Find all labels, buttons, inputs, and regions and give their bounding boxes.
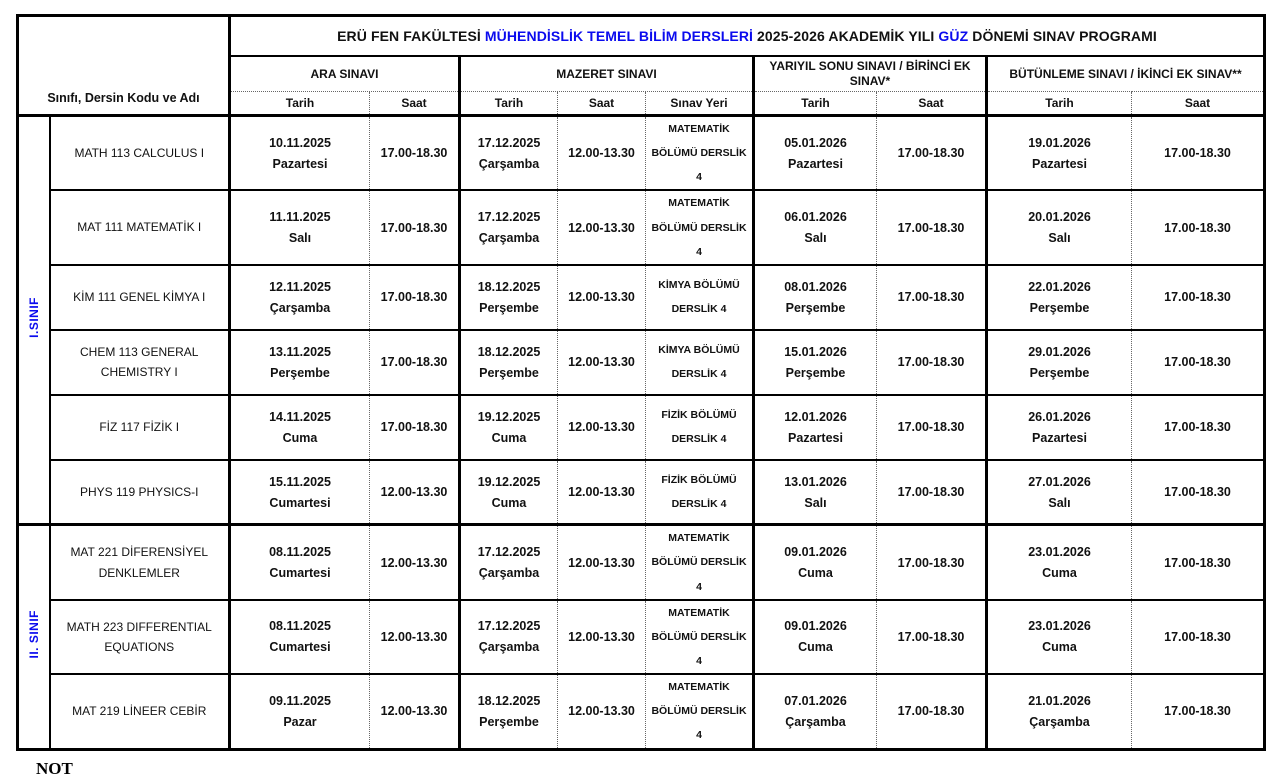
exam-date: 29.01.2026 bbox=[1028, 344, 1091, 359]
mazeret-exam-place: MATEMATİK BÖLÜMÜ DERSLİK 4 bbox=[646, 190, 754, 264]
exam-date-cell bbox=[987, 190, 1132, 264]
exam-day: Perşembe bbox=[1029, 300, 1090, 315]
exam-day: Cuma bbox=[282, 430, 318, 445]
butunleme-exam-time: 17.00-18.30 bbox=[1132, 600, 1265, 674]
col-header-mazeret-tarih: Tarih bbox=[460, 92, 558, 116]
exam-date-cell bbox=[230, 395, 370, 460]
butunleme-exam-time: 17.00-18.30 bbox=[1132, 190, 1265, 264]
mazeret-exam-time: 12.00-13.30 bbox=[558, 395, 646, 460]
exam-date-cell bbox=[230, 330, 370, 395]
col-header-butunleme-tarih: Tarih bbox=[987, 92, 1132, 116]
exam-date-cell bbox=[230, 265, 370, 330]
exam-date-cell bbox=[230, 600, 370, 674]
exam-date: 12.01.2026 bbox=[784, 409, 847, 424]
exam-date: 10.11.2025 bbox=[269, 135, 331, 150]
table-row bbox=[18, 190, 1265, 264]
col-header-yariyil-tarih: Tarih bbox=[754, 92, 877, 116]
exam-date: 17.12.2025 bbox=[477, 210, 541, 225]
exam-date-cell bbox=[230, 190, 370, 264]
mazeret-exam-place: KİMYA BÖLÜMÜ DERSLİK 4 bbox=[646, 265, 754, 330]
exam-day: Perşembe bbox=[270, 365, 330, 380]
exam-day: Cuma bbox=[491, 430, 527, 445]
exam-date: 13.11.2025 bbox=[269, 344, 331, 359]
exam-date: 06.01.2026 bbox=[784, 210, 847, 225]
yariyil-exam-time: 17.00-18.30 bbox=[877, 525, 987, 600]
exam-date-cell bbox=[230, 116, 370, 191]
exam-date: 20.01.2026 bbox=[1028, 210, 1091, 225]
table-row bbox=[18, 525, 1265, 600]
exam-date: 15.11.2025 bbox=[269, 474, 331, 489]
exam-date: 08.01.2026 bbox=[784, 279, 847, 294]
corner-header bbox=[18, 16, 230, 116]
class-section-cell bbox=[18, 525, 50, 749]
exam-day: Cuma bbox=[1042, 566, 1077, 581]
exam-date-cell bbox=[754, 674, 877, 749]
exam-date-cell bbox=[987, 600, 1132, 674]
exam-day: Perşembe bbox=[479, 300, 539, 315]
class-section-cell bbox=[18, 116, 50, 525]
course-name: MATH 113 CALCULUS I bbox=[50, 116, 230, 191]
exam-day: Cuma bbox=[1042, 640, 1077, 655]
exam-date: 17.12.2025 bbox=[477, 619, 541, 634]
exam-date-cell bbox=[754, 330, 877, 395]
exam-day: Perşembe bbox=[785, 300, 846, 315]
title-text: ERÜ FEN FAKÜLTESİ bbox=[337, 28, 485, 44]
exam-date: 09.01.2026 bbox=[784, 619, 847, 634]
butunleme-exam-time: 17.00-18.30 bbox=[1132, 330, 1265, 395]
exam-day: Perşembe bbox=[479, 365, 539, 380]
exam-date: 26.01.2026 bbox=[1028, 409, 1091, 424]
class-section-label: I.SINIF bbox=[26, 297, 41, 339]
exam-date-cell bbox=[230, 674, 370, 749]
ara-exam-time: 12.00-13.30 bbox=[370, 525, 460, 600]
exam-day: Perşembe bbox=[785, 365, 846, 380]
footer-note: NOT bbox=[36, 758, 73, 778]
course-name: CHEM 113 GENERAL CHEMISTRY I bbox=[50, 330, 230, 395]
exam-date: 09.11.2025 bbox=[269, 693, 331, 708]
ara-exam-time: 17.00-18.30 bbox=[370, 190, 460, 264]
exam-date: 19.12.2025 bbox=[477, 409, 541, 424]
exam-day: Perşembe bbox=[1029, 365, 1090, 380]
title-highlight-text: GÜZ bbox=[938, 28, 969, 44]
exam-date-cell bbox=[230, 525, 370, 600]
mazeret-exam-place: FİZİK BÖLÜMÜ DERSLİK 4 bbox=[646, 460, 754, 525]
exam-date: 19.01.2026 bbox=[1028, 135, 1091, 150]
exam-date: 11.11.2025 bbox=[269, 210, 331, 225]
exam-date: 17.12.2025 bbox=[477, 545, 541, 560]
yariyil-exam-time: 17.00-18.30 bbox=[877, 265, 987, 330]
mazeret-exam-time: 12.00-13.30 bbox=[558, 330, 646, 395]
exam-day: Salı bbox=[288, 231, 312, 246]
mazeret-exam-time: 12.00-13.30 bbox=[558, 190, 646, 264]
exam-day: Perşembe bbox=[479, 714, 539, 729]
class-section-label: II. SINIF bbox=[26, 610, 41, 659]
mazeret-exam-time: 12.00-13.30 bbox=[558, 600, 646, 674]
col-header-ara-saat: Saat bbox=[370, 92, 460, 116]
exam-date: 18.12.2025 bbox=[477, 344, 541, 359]
mazeret-exam-time: 12.00-13.30 bbox=[558, 674, 646, 749]
exam-date: 17.12.2025 bbox=[477, 135, 541, 150]
exam-date: 18.12.2025 bbox=[477, 279, 541, 294]
ara-exam-time: 17.00-18.30 bbox=[370, 265, 460, 330]
butunleme-exam-time: 17.00-18.30 bbox=[1132, 460, 1265, 525]
table-row bbox=[18, 116, 1265, 191]
exam-day: Cuma bbox=[798, 566, 833, 581]
exam-date-cell bbox=[987, 116, 1132, 191]
exam-day: Cuma bbox=[491, 495, 527, 510]
exam-date-cell bbox=[987, 330, 1132, 395]
col-header-butunleme-saat: Saat bbox=[1132, 92, 1265, 116]
exam-day: Çarşamba bbox=[478, 231, 540, 246]
mazeret-exam-time: 12.00-13.30 bbox=[558, 116, 646, 191]
ara-exam-time: 12.00-13.30 bbox=[370, 600, 460, 674]
exam-date: 08.11.2025 bbox=[269, 545, 331, 560]
exam-day: Cumartesi bbox=[269, 640, 331, 655]
exam-date-cell bbox=[987, 395, 1132, 460]
exam-date-cell bbox=[230, 460, 370, 525]
ara-exam-time: 17.00-18.30 bbox=[370, 395, 460, 460]
course-name: MAT 221 DİFERENSİYEL DENKLEMLER bbox=[50, 525, 230, 600]
butunleme-exam-time: 17.00-18.30 bbox=[1132, 674, 1265, 749]
title-text: DÖNEMİ SINAV PROGRAMI bbox=[968, 28, 1157, 44]
exam-date-cell bbox=[754, 265, 877, 330]
exam-day: Çarşamba bbox=[785, 714, 846, 729]
exam-date-cell bbox=[754, 460, 877, 525]
exam-date-cell bbox=[460, 525, 558, 600]
exam-date: 23.01.2026 bbox=[1028, 619, 1091, 634]
exam-date: 13.01.2026 bbox=[784, 474, 847, 489]
exam-day: Salı bbox=[1048, 495, 1071, 510]
exam-date-cell bbox=[754, 600, 877, 674]
exam-date-cell bbox=[987, 674, 1132, 749]
table-row bbox=[18, 330, 1265, 395]
exam-date: 12.11.2025 bbox=[269, 279, 331, 294]
mazeret-exam-place: MATEMATİK BÖLÜMÜ DERSLİK 4 bbox=[646, 600, 754, 674]
ara-exam-time: 17.00-18.30 bbox=[370, 116, 460, 191]
course-name: FİZ 117 FİZİK I bbox=[50, 395, 230, 460]
butunleme-exam-time: 17.00-18.30 bbox=[1132, 525, 1265, 600]
exam-date: 21.01.2026 bbox=[1028, 693, 1091, 708]
table-title bbox=[230, 16, 1265, 57]
butunleme-exam-time: 17.00-18.30 bbox=[1132, 395, 1265, 460]
mazeret-exam-place: FİZİK BÖLÜMÜ DERSLİK 4 bbox=[646, 395, 754, 460]
exam-date-cell bbox=[987, 460, 1132, 525]
ara-exam-time: 17.00-18.30 bbox=[370, 330, 460, 395]
ara-exam-time: 12.00-13.30 bbox=[370, 460, 460, 525]
exam-date: 09.01.2026 bbox=[784, 545, 847, 560]
mazeret-exam-place: MATEMATİK BÖLÜMÜ DERSLİK 4 bbox=[646, 674, 754, 749]
exam-date-cell bbox=[460, 265, 558, 330]
yariyil-exam-time: 17.00-18.30 bbox=[877, 674, 987, 749]
exam-day: Pazartesi bbox=[1032, 156, 1087, 171]
yariyil-exam-time: 17.00-18.30 bbox=[877, 395, 987, 460]
group-header-mazeret-sinavi: MAZERET SINAVI bbox=[460, 56, 754, 92]
exam-day: Pazartesi bbox=[788, 430, 843, 445]
ara-exam-time: 12.00-13.30 bbox=[370, 674, 460, 749]
group-header-ara-sinavi: ARA SINAVI bbox=[230, 56, 460, 92]
table-row bbox=[18, 265, 1265, 330]
course-name: MATH 223 DIFFERENTIAL EQUATIONS bbox=[50, 600, 230, 674]
mazeret-exam-time: 12.00-13.30 bbox=[558, 525, 646, 600]
yariyil-exam-time: 17.00-18.30 bbox=[877, 330, 987, 395]
corner-header-label: Sınıfı, Dersin Kodu ve Adı bbox=[47, 91, 200, 105]
table-row bbox=[18, 674, 1265, 749]
mazeret-exam-place: KİMYA BÖLÜMÜ DERSLİK 4 bbox=[646, 330, 754, 395]
course-name: MAT 219 LİNEER CEBİR bbox=[50, 674, 230, 749]
mazeret-exam-time: 12.00-13.30 bbox=[558, 460, 646, 525]
exam-date-cell bbox=[460, 674, 558, 749]
exam-day: Çarşamba bbox=[478, 566, 540, 581]
yariyil-exam-time: 17.00-18.30 bbox=[877, 190, 987, 264]
col-header-mazeret-sinav-yeri: Sınav Yeri bbox=[646, 92, 754, 116]
exam-date: 07.01.2026 bbox=[784, 693, 847, 708]
exam-day: Pazartesi bbox=[272, 156, 328, 171]
exam-date-cell bbox=[460, 395, 558, 460]
exam-date-cell bbox=[460, 190, 558, 264]
exam-date-cell bbox=[754, 395, 877, 460]
exam-day: Pazartesi bbox=[788, 156, 843, 171]
exam-date: 05.01.2026 bbox=[784, 135, 847, 150]
exam-day: Çarşamba bbox=[478, 156, 540, 171]
col-header-ara-tarih: Tarih bbox=[230, 92, 370, 116]
yariyil-exam-time: 17.00-18.30 bbox=[877, 116, 987, 191]
exam-date: 18.12.2025 bbox=[477, 693, 541, 708]
exam-date-cell bbox=[460, 330, 558, 395]
butunleme-exam-time: 17.00-18.30 bbox=[1132, 265, 1265, 330]
course-name: PHYS 119 PHYSICS-I bbox=[50, 460, 230, 525]
table-row bbox=[18, 600, 1265, 674]
exam-date: 15.01.2026 bbox=[784, 344, 847, 359]
exam-day: Cumartesi bbox=[269, 566, 331, 581]
exam-date: 19.12.2025 bbox=[477, 474, 541, 489]
title-row bbox=[18, 16, 1265, 57]
exam-date: 22.01.2026 bbox=[1028, 279, 1091, 294]
exam-date-cell bbox=[460, 460, 558, 525]
exam-day: Salı bbox=[1048, 231, 1071, 246]
mazeret-exam-place: MATEMATİK BÖLÜMÜ DERSLİK 4 bbox=[646, 525, 754, 600]
col-header-mazeret-saat: Saat bbox=[558, 92, 646, 116]
yariyil-exam-time: 17.00-18.30 bbox=[877, 600, 987, 674]
group-header-yariyil-sonu: YARIYIL SONU SINAVI / BİRİNCİ EK SINAV* bbox=[754, 56, 987, 92]
exam-day: Pazar bbox=[283, 714, 317, 729]
exam-date: 08.11.2025 bbox=[269, 619, 331, 634]
title-highlight-text: MÜHENDİSLİK TEMEL BİLİM DERSLERİ bbox=[484, 28, 754, 44]
exam-day: Cuma bbox=[798, 640, 833, 655]
col-header-yariyil-saat: Saat bbox=[877, 92, 987, 116]
exam-day: Çarşamba bbox=[1029, 714, 1090, 729]
exam-day: Salı bbox=[804, 495, 827, 510]
exam-date-cell bbox=[460, 600, 558, 674]
exam-date: 14.11.2025 bbox=[269, 409, 331, 424]
exam-date: 23.01.2026 bbox=[1028, 545, 1091, 560]
butunleme-exam-time: 17.00-18.30 bbox=[1132, 116, 1265, 191]
exam-day: Cumartesi bbox=[269, 495, 331, 510]
exam-date-cell bbox=[754, 190, 877, 264]
exam-day: Pazartesi bbox=[1032, 430, 1087, 445]
course-name: MAT 111 MATEMATİK I bbox=[50, 190, 230, 264]
exam-date-cell bbox=[754, 525, 877, 600]
exam-date-cell bbox=[987, 525, 1132, 600]
mazeret-exam-time: 12.00-13.30 bbox=[558, 265, 646, 330]
exam-date-cell bbox=[754, 116, 877, 191]
course-name: KİM 111 GENEL KİMYA I bbox=[50, 265, 230, 330]
group-header-butunleme: BÜTÜNLEME SINAVI / İKİNCİ EK SINAV** bbox=[987, 56, 1265, 92]
exam-date-cell bbox=[987, 265, 1132, 330]
exam-day: Salı bbox=[804, 231, 827, 246]
title-text: 2025-2026 AKADEMİK YILI bbox=[753, 28, 939, 44]
exam-date: 27.01.2026 bbox=[1028, 474, 1091, 489]
table-row bbox=[18, 395, 1265, 460]
yariyil-exam-time: 17.00-18.30 bbox=[877, 460, 987, 525]
exam-date-cell bbox=[460, 116, 558, 191]
table-row bbox=[18, 460, 1265, 525]
exam-day: Çarşamba bbox=[269, 300, 331, 315]
exam-schedule-table bbox=[16, 14, 1266, 751]
mazeret-exam-place: MATEMATİK BÖLÜMÜ DERSLİK 4 bbox=[646, 116, 754, 191]
exam-day: Çarşamba bbox=[478, 640, 540, 655]
